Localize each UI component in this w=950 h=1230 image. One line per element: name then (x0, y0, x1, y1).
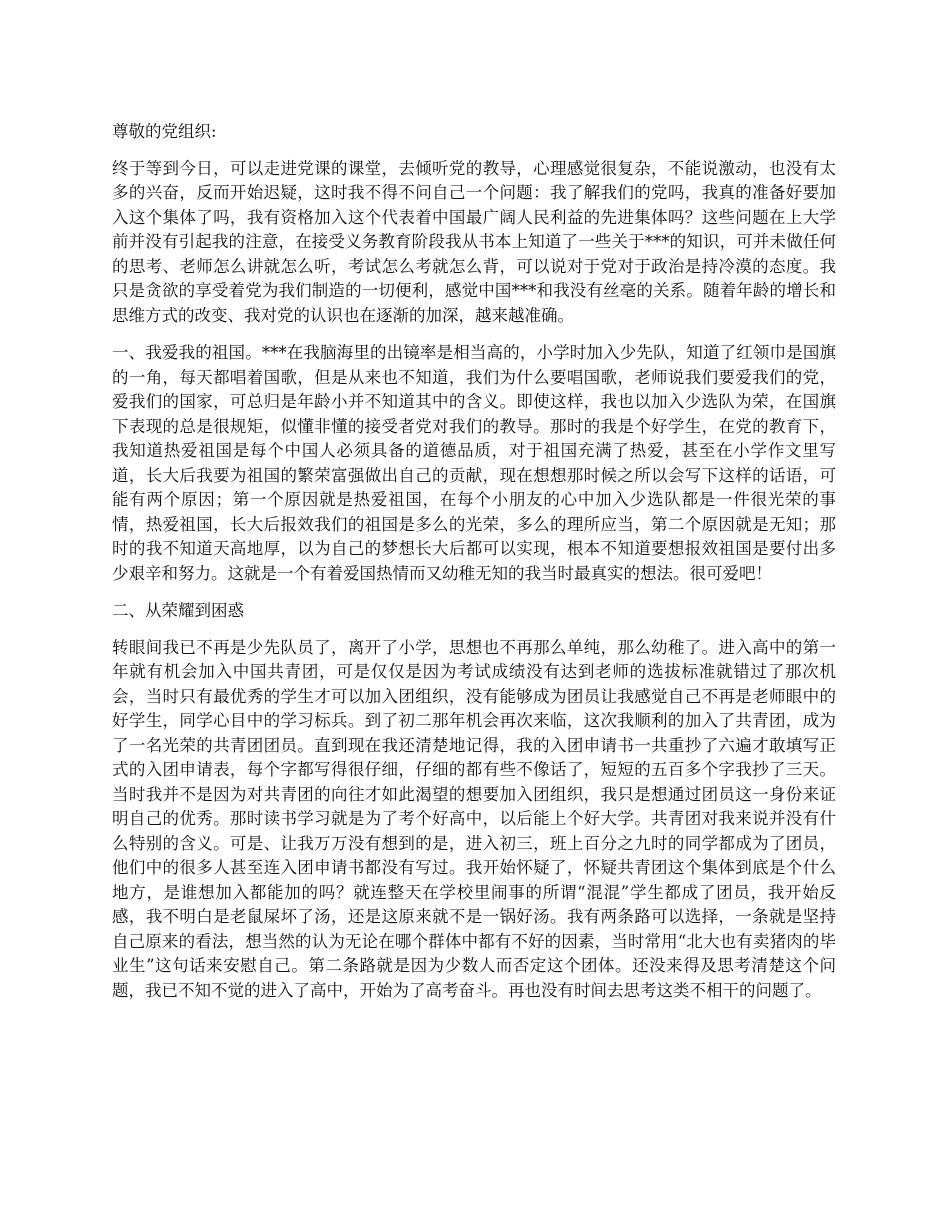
paragraph-intro: 终于等到今日，可以走进党课的课堂，去倾听党的教导，心理感觉很复杂，不能说激动，也没有太多的兴奋，反而开始迟疑，这时我不得不问自己一个问题：我了解我们的党吗，我真的准备好要加入这个集体了吗，我有资格加入这个代表着中国最广阔人民利益的先进集体吗？这些问题在上大学前并没有引起我的注意，在接受义务教育阶段我从书本上知道了一些关于***的知识，可并未做任何的思考、老师怎么讲就怎么听，考试怎么考就怎么背，可以说对于党对于政治是持冷漠的态度。我只是贪欲的享受着党为我们制造的一切便利，感觉中国***和我没有丝毫的关系。随着年龄的增长和思维方式的改变、我对党的认识也在逐渐的加深，越来越准确。 (112, 158, 836, 325)
paragraph-section-one: 一、我爱我的祖国。***在我脑海里的出镜率是相当高的，小学时加入少先队，知道了红领巾是国旗的一角，每天都唱着国歌，但是从来也不知道，我们为什么要唱国歌，老师说我们要爱我们的党，爱我们的国家，可总归是年龄小并不知道其中的含义。即使这样，我也以加入少选队为荣，在国旗下表现的总是很规矩，似懂非懂的接受者党对我们的教导。那时的我是个好学生，在党的教育下，我知道热爱祖国是每个中国人必须具备的道德品质，对于祖国充满了热爱，甚至在小学作文里写道，长大后我要为祖国的繁荣富强做出自己的贡献，现在想想那时候之所以会写下这样的话语，可能有两个原因；第一个原因就是热爱祖国，在每个小朋友的心中加入少选队都是一件很光荣的事情，热爱祖国，长大后报效我们的祖国是多么的光荣，多么的理所应当，第二个原因就是无知；那时的我不知道天高地厚，以为自己的梦想长大后都可以实现，根本不知道要想报效祖国是要付出多少艰辛和努力。这就是一个有着爱国热情而又幼稚无知的我当时最真实的想法。很可爱吧！ (112, 343, 836, 583)
salutation: 尊敬的党组织: (112, 122, 217, 141)
paragraph-section-two: 转眼间我已不再是少先队员了，离开了小学，思想也不再那么单纯，那么幼稚了。进入高中的第一年就有机会加入中国共青团，可是仅仅是因为考试成绩没有达到老师的选拔标准就错过了那次机会，当时只有最优秀的学生才可以加入团组织，没有能够成为团员让我感觉自己不再是老师眼中的好学生，同学心目中的学习标兵。到了初二那年机会再次来临，这次我顺利的加入了共青团，成为了一名光荣的共青团团员。直到现在我还清楚地记得，我的入团申请书一共重抄了六遍才敢填写正式的入团申请表，每个字都写得很仔细，仔细的都有些不像话了，短短的五百多个字我抄了三天。当时我并不是因为对共青团的向往才如此渴望的想要加入团组织，我只是想通过团员这一身份来证明自己的优秀。那时读书学习就是为了考个好高中，以后能上个好大学。共青团对我来说并没有什么特别的含义。可是、让我万万没有想到的是，进入初三，班上百分之九时的同学都成为了团员，他们中的很多人甚至连入团申请书都没有写过。我开始怀疑了，怀疑共青团这个集体到底是个什么地方，是谁想加入都能加的吗？就连整天在学校里闹事的所谓“混混”学生都成了团员，我开始反感，我不明白是老鼠屎坏了汤，还是这原来就不是一锅好汤。我有两条路可以选择，一条就是坚持自己原来的看法，想当然的认为无论在哪个群体中都有不好的因素，当时常用“北大也有卖猪肉的毕业生”这句话来安慰自己。第二条路就是因为少数人而否定这个团体。还没来得及思考清楚这个问题，我已不知不觉的进入了高中，开始为了高考奋斗。再也没有时间去思考这类不相干的问题了。 (112, 637, 836, 1000)
document-body (112, 120, 836, 1016)
section-two-heading: 二、从荣耀到困惑 (112, 601, 244, 620)
